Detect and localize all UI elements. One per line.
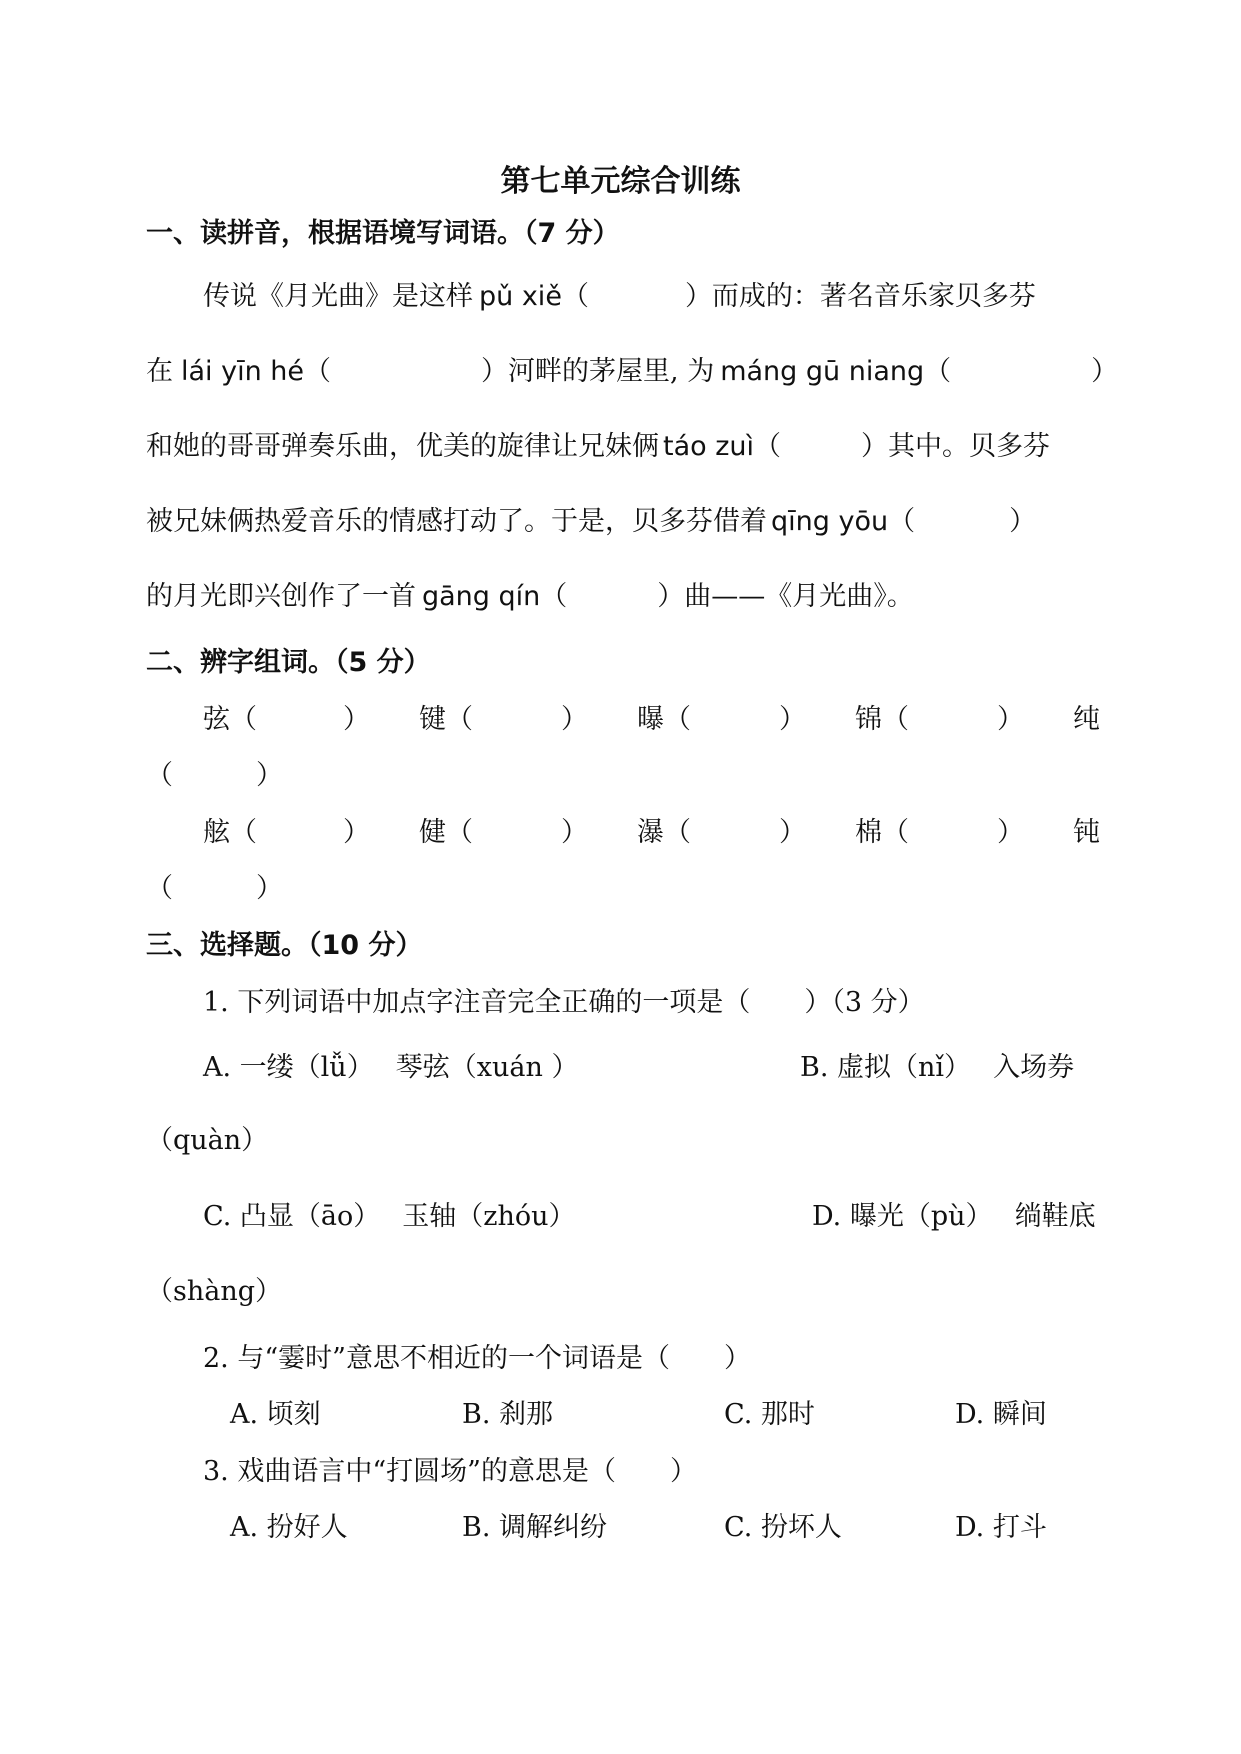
text: 被兄妹俩热爱音乐的情感打动了。于是，贝多芬借着 <box>146 506 767 537</box>
pinyin: máng gū niang <box>720 356 925 387</box>
pinyin: táo zuì <box>663 431 755 462</box>
question-2: 2. 与“霎时”意思不相近的一个词语是（ ） <box>203 1343 751 1374</box>
q3-option-b: B. 调解纠纷 <box>462 1512 608 1543</box>
bracket-open: （ <box>561 281 589 312</box>
bracket-open: （ <box>888 506 916 537</box>
text: ）其中。贝多芬 <box>861 431 1051 462</box>
passage-line-4 <box>146 502 1036 542</box>
bracket-close: ） <box>1091 356 1119 387</box>
char-item: 纯 <box>1073 704 1100 735</box>
bracket-close: ） <box>343 704 370 735</box>
char-item: 瀑（ <box>637 817 691 848</box>
section-heading-1: 一、读拼音，根据语境写词语。（7 分） <box>146 218 620 249</box>
section-heading-2: 二、辨字组词。（5 分） <box>146 647 431 678</box>
char-item: 曝（ <box>637 704 691 735</box>
pinyin: qīng yōu <box>771 506 889 537</box>
bracket-close: ） <box>256 873 283 904</box>
q2-option-d: D. 瞬间 <box>955 1399 1047 1430</box>
bracket-open: （ <box>146 760 173 791</box>
char-item: 弦（ <box>203 704 257 735</box>
bracket-close: ） <box>1009 506 1037 537</box>
char-item: 健（ <box>419 817 473 848</box>
bracket-close: ） <box>561 817 588 848</box>
bracket-open: （ <box>146 873 173 904</box>
passage-line-3 <box>146 427 1050 467</box>
q3-option-d: D. 打斗 <box>955 1512 1047 1543</box>
q1-option-d-cont: （shàng） <box>146 1276 283 1307</box>
passage-line-1 <box>203 277 1036 317</box>
text: 的月光即兴创作了一首 <box>146 581 416 612</box>
text: ）河畔的茅屋里, 为 <box>481 356 715 387</box>
q1-option-d: D. 曝光（pù） 绱鞋底 <box>812 1201 1096 1232</box>
bracket-close: ） <box>343 817 370 848</box>
bracket-open: （ <box>924 356 952 387</box>
char-item: 钝 <box>1073 817 1100 848</box>
q1-option-b: B. 虚拟（nǐ） 入场券 <box>800 1052 1075 1083</box>
q2-option-a: A. 顷刻 <box>230 1399 321 1430</box>
bracket-close: ） <box>561 704 588 735</box>
question-3: 3. 戏曲语言中“打圆场”的意思是（ ） <box>203 1456 697 1487</box>
q2-option-b: B. 刹那 <box>462 1399 554 1430</box>
q1-option-c: C. 凸显（āo） 玉轴（zhóu） <box>203 1201 576 1232</box>
pinyin: gāng qín <box>422 581 541 612</box>
text: 传说《月光曲》是这样 <box>203 281 473 312</box>
bracket-close: ） <box>997 704 1024 735</box>
bracket-close: ） <box>779 704 806 735</box>
text: ）曲——《月光曲》。 <box>657 581 914 612</box>
passage-line-2 <box>146 352 1118 392</box>
section-heading-3: 三、选择题。（10 分） <box>146 930 423 961</box>
page-title: 第七单元综合训练 <box>500 164 741 199</box>
bracket-open: （ <box>304 356 332 387</box>
text: ）而成的：著名音乐家贝多芬 <box>684 281 1036 312</box>
question-1: 1. 下列词语中加点字注音完全正确的一项是（ ）（3 分） <box>203 987 925 1018</box>
q3-option-a: A. 扮好人 <box>230 1512 348 1543</box>
text: 在 <box>146 356 173 387</box>
bracket-open: （ <box>754 431 782 462</box>
bracket-close: ） <box>256 760 283 791</box>
bracket-close: ） <box>997 817 1024 848</box>
char-item: 锦（ <box>855 704 909 735</box>
text: 和她的哥哥弹奏乐曲，优美的旋律让兄妹俩 <box>146 431 659 462</box>
bracket-open: （ <box>540 581 568 612</box>
q2-option-c: C. 那时 <box>724 1399 815 1430</box>
q1-option-a: A. 一缕（lǚ） 琴弦（xuán ） <box>203 1052 579 1083</box>
q3-option-c: C. 扮坏人 <box>724 1512 842 1543</box>
char-item: 键（ <box>419 704 473 735</box>
char-item: 舷（ <box>203 817 257 848</box>
pinyin: pǔ xiě <box>479 281 562 312</box>
q1-option-b-cont: （quàn） <box>146 1125 269 1156</box>
bracket-close: ） <box>779 817 806 848</box>
pinyin: lái yīn hé <box>181 356 305 387</box>
passage-line-5 <box>146 577 914 617</box>
char-item: 棉（ <box>855 817 909 848</box>
